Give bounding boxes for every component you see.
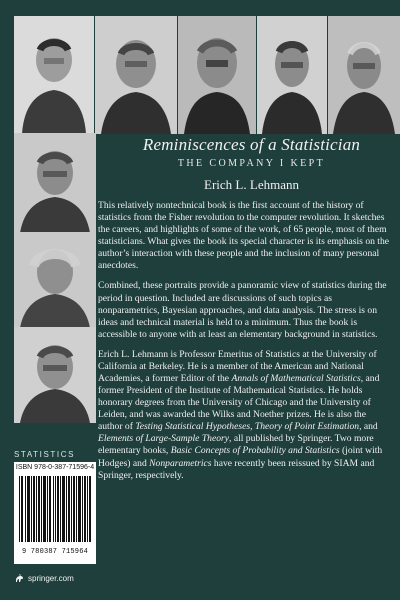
portrait-image <box>14 327 96 423</box>
bio-italic: Testing Statistical Hypotheses, Theory of Point Estimation <box>135 421 360 433</box>
barcode-icon <box>18 476 92 546</box>
description-paragraph-1: This relatively nontechnical book is the first account of the history of statistics from the Fisher revolution to the computer revolution. It sketches the careers, and highlights of some of the work, of 65 people, most of them statisticians. What gives the book its special character is its emphasis on the author’s interaction with these people and the inclusion of many personal anecdotes. <box>98 200 390 272</box>
portrait-photo <box>328 16 400 134</box>
portrait-image <box>178 16 256 134</box>
description-paragraph-2: Combined, these portraits provide a panoramic view of statistics during the period in question. Included are discussions of such topics as nonparametrics, Bayesian approaches, and data analysis. The stress is on ideas and technical material is held to a minimum. Thus the book is accessible to anyone with at least an elementary background in statistics. <box>98 280 387 340</box>
author-bio <box>98 349 392 482</box>
bio-italic: Annals of Mathematical Statistics <box>231 373 361 385</box>
portrait-photo <box>14 232 96 328</box>
portrait-image <box>14 133 96 233</box>
portrait-photo <box>14 133 96 233</box>
portrait-image <box>257 16 327 134</box>
title-block <box>103 135 400 193</box>
description <box>98 200 392 490</box>
portrait-photo <box>257 16 327 134</box>
portrait-image <box>95 16 177 134</box>
bio-italic: Nonparametrics <box>149 457 212 469</box>
book-title: Reminiscences of a Statistician <box>142 135 361 154</box>
portrait-photo <box>14 16 94 134</box>
bio-text: Erich L. Lehmann is Professor Emeritus of Statistics at the University of California at Berkeley. He is a member of the American and National Academies, a former Editor of the <box>98 348 377 385</box>
bio-text: have recently been reissued by SIAM and Springer, respectively. <box>98 457 375 481</box>
bio-italic: Elements of Large-Sample Theory <box>98 433 230 445</box>
portrait-photo <box>95 16 177 134</box>
publisher-footer <box>14 572 74 584</box>
book-subtitle: THE COMPANY I KEPT <box>177 158 326 169</box>
portrait-image <box>14 16 94 134</box>
bio-text: , all published by Springer. Two more elementary books, <box>98 433 374 457</box>
bio-italic: Basic Concepts of Probability and Statistics <box>170 445 340 457</box>
springer-horse-icon <box>14 573 24 583</box>
barcode-number: 9 780387 715964 <box>21 548 88 556</box>
category-label: STATISTICS <box>14 450 76 459</box>
bio-text: , and former President of the Institute of Mathematical Statistics. He holds honorary degrees from the University of Chicago and the University of Leiden, and was awarded the Wilks and Noether prizes. He is also the author of <box>98 373 380 433</box>
springer-url[interactable]: springer.com <box>28 573 74 583</box>
portrait-photo <box>178 16 256 134</box>
barcode-block <box>14 462 96 564</box>
portrait-image <box>328 16 400 134</box>
bio-text: (joint with Hodges) and <box>98 445 383 469</box>
portrait-photo <box>14 327 96 423</box>
isbn-label: ISBN 978-0-387-71596-4 <box>15 464 95 471</box>
bio-text: , and <box>359 421 378 433</box>
book-author: Erich L. Lehmann <box>204 177 299 192</box>
portrait-image <box>14 232 96 328</box>
